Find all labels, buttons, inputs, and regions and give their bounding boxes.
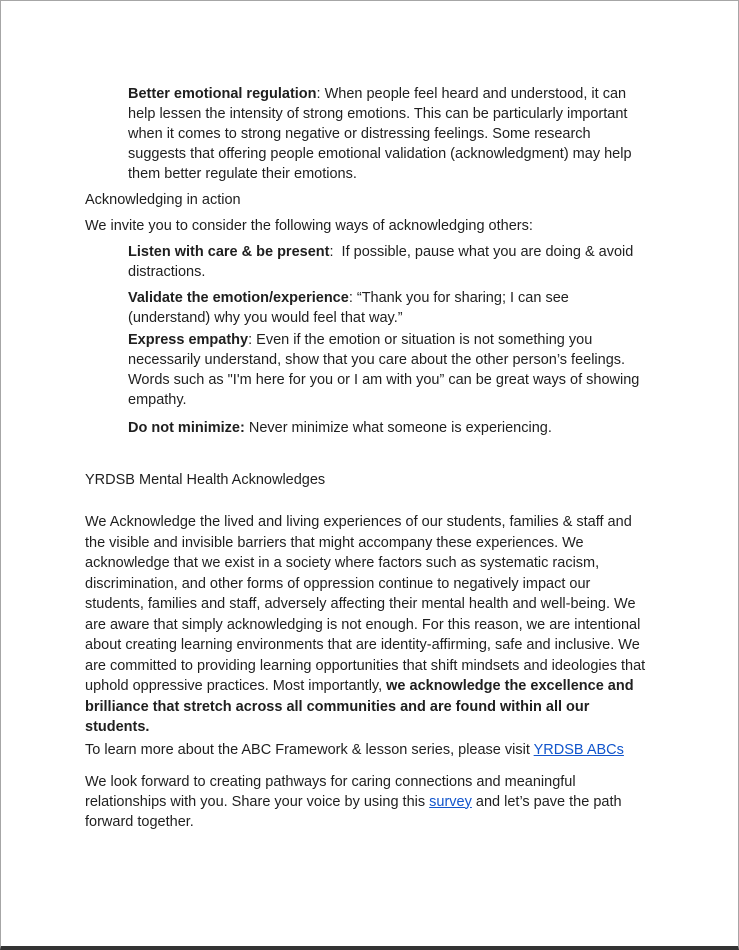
paragraph-learn-more bbox=[85, 740, 651, 760]
listen-with-care-bold-lead: Listen with care & be present bbox=[128, 244, 330, 260]
better-emotional-regulation-bold-lead: Better emotional regulation bbox=[128, 86, 317, 102]
closing-body-after: and let’s pave the path forward together. bbox=[85, 793, 626, 830]
paragraph-do-not-minimize bbox=[128, 418, 651, 438]
heading-acknowledging-in-action: Acknowledging in action bbox=[85, 192, 241, 208]
learn-more-body: To learn more about the ABC Framework & lesson series, please visit bbox=[85, 741, 534, 758]
closing-body-before: We look forward to creating pathways for caring connections and meaningful relationships with you. Share your voice by using this bbox=[85, 773, 580, 810]
express-empathy-body: : Even if the emotion or situation is not something you necessarily understand, show that you care about the other person’s feelings. Words such as "I'm here for you or I am with you” can be great ways of showing empathy. bbox=[128, 332, 644, 408]
validate-emotion-body: : “Thank you for sharing; I can see (understand) why you would feel that way.” bbox=[128, 290, 573, 326]
validate-emotion-bold-lead: Validate the emotion/experience bbox=[128, 290, 349, 306]
acknowledgement-bold-close: we acknowledge the excellence and brilliance that stretch across all communities and are found within all our students. bbox=[85, 678, 638, 735]
paragraph-validate-emotion bbox=[128, 288, 651, 328]
paragraph-better-emotional-regulation bbox=[128, 84, 651, 184]
paragraph-listen-with-care bbox=[128, 242, 651, 282]
heading-yrdsb-mental-health: YRDSB Mental Health Acknowledges bbox=[85, 472, 326, 488]
paragraph-invite: We invite you to consider the following ways of acknowledging others: bbox=[85, 218, 533, 234]
listen-with-care-body: : If possible, pause what you are doing & avoid distractions. bbox=[128, 244, 638, 280]
do-not-minimize-body: Never minimize what someone is experiencing. bbox=[244, 420, 552, 436]
acknowledgement-body: We Acknowledge the lived and living experiences of our students, families & staff and the visible and invisible barriers that might accompany these experiences. We acknowledge that we exist in a society where factors such as systematic racism, discrimination, and other forms of oppression continue to negatively impact our students, families and staff, adversely affecting their mental health and well-being. We are aware that simply acknowledging is not enough. For this reason, we are intentional about creating learning environments that are identity-affirming, safe and inclusive. We are committed to providing learning opportunities that shift mindsets and ideologies that uphold oppressive practices. Most importantly, bbox=[85, 514, 650, 694]
paragraph-acknowledgement bbox=[85, 512, 651, 738]
document-content bbox=[1, 1, 651, 832]
survey-link[interactable]: survey bbox=[429, 793, 472, 810]
better-emotional-regulation-body: : When people feel heard and understood, it can help lessen the intensity of strong emotions. This can be particularly important when it comes to strong negative or distressing feelings. Some research suggests that offering people emotional validation (acknowledgment) may help them better regulate their emotions. bbox=[128, 86, 636, 182]
do-not-minimize-bold-lead: Do not minimize: bbox=[128, 420, 245, 436]
paragraph-closing bbox=[85, 772, 651, 832]
express-empathy-bold-lead: Express empathy bbox=[128, 332, 249, 348]
paragraph-express-empathy bbox=[128, 330, 651, 410]
yrdsb-abcs-link[interactable]: YRDSB ABCs bbox=[533, 741, 624, 758]
